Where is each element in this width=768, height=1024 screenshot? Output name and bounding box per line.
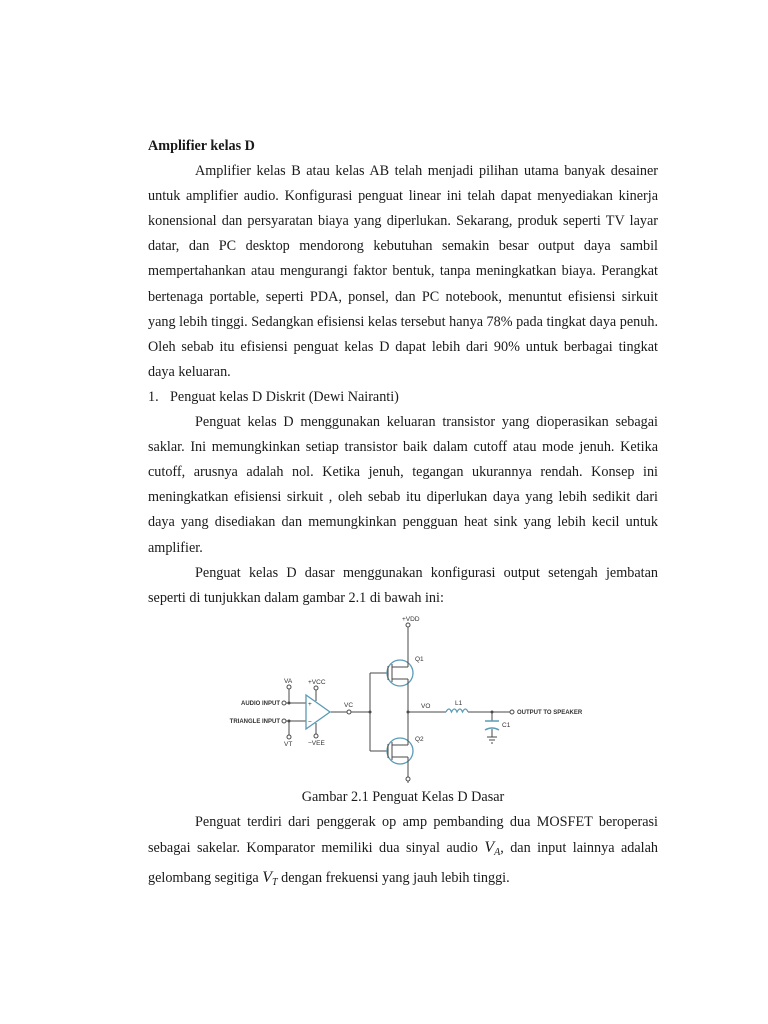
symbol-vt-subscript: T: [272, 877, 278, 889]
svg-text:−: −: [308, 718, 312, 726]
label-vo: VO: [421, 702, 431, 710]
label-c1: C1: [502, 721, 511, 729]
symbol-vt: V: [262, 869, 273, 887]
paragraph-comparator-part-1: Penguat terdiri dari penggerak op amp pembanding dua MOSFET beroperasi sebagai sakelar. Komparator memiliki dua sinyal audio: [148, 813, 658, 856]
numbered-subsection-title: [148, 385, 658, 410]
mosfet-q1: [387, 660, 413, 686]
figure-caption: Gambar 2.1 Penguat Kelas D Dasar: [301, 788, 505, 805]
svg-text:+: +: [308, 700, 312, 708]
section-heading: Amplifier kelas D: [148, 138, 255, 154]
paragraph-comparator-part-3: dengan frekuensi yang jauh lebih tinggi.: [277, 870, 510, 887]
label-l1: L1: [455, 699, 463, 707]
document-body: [148, 134, 658, 895]
subsection-title: Penguat kelas D Diskrit (Dewi Nairanti): [170, 388, 399, 405]
mosfet-q2: [387, 738, 413, 764]
paragraph-comparator: [148, 810, 658, 895]
label-va: VA: [284, 677, 293, 685]
label-q2: Q2: [415, 735, 424, 743]
label-vc: VC: [344, 701, 354, 709]
label-vt: VT: [284, 740, 293, 748]
label-output-to-speaker: OUTPUT TO SPEAKER: [517, 709, 583, 716]
symbol-va-subscript: A: [494, 846, 501, 858]
class-d-circuit-diagram: [148, 613, 658, 783]
label-audio-input: AUDIO INPUT: [241, 700, 280, 707]
label-vdd: +VDD: [402, 615, 420, 623]
label-q1: Q1: [415, 655, 424, 663]
paragraph-switching: Penguat kelas D menggunakan keluaran transistor yang dioperasikan sebagai saklar. Ini memungkinkan setiap transistor baik dalam cutoff atau mode jenuh. Ketika cutoff, arusnya adalah nol. Ketika jenuh, tegangan ukurannya rendah. Konsep ini meningkatkan efisiensi sirkuit , oleh sebab itu diperlukan daya yang lebih sedikit dari daya yang disediakan dan memungkinkan pengguan heat sink yang lebih kecil untuk amplifier.: [148, 414, 658, 556]
label-triangle-input: TRIANGLE INPUT: [229, 718, 280, 725]
label-vee: −VEE: [308, 739, 325, 747]
paragraph-comparator-part-2: , dan input lainnya adalah gelombang segitiga: [148, 839, 658, 887]
label-vcc: +VCC: [308, 678, 326, 686]
circuit-figure: [148, 613, 658, 783]
symbol-va: V: [484, 838, 495, 856]
inductor-l1: [446, 709, 468, 712]
paragraph-half-bridge: Penguat kelas D dasar menggunakan konfigurasi output setengah jembatan seperti di tunjukkan dalam gambar 2.1 di bawah ini:: [148, 564, 658, 606]
subsection-number: 1.: [148, 388, 159, 405]
paragraph-intro: Amplifier kelas B atau kelas AB telah menjadi pilihan utama banyak desainer untuk amplifier audio. Konfigurasi penguat linear ini telah dapat menyediakan kinerja konensional dan persyaratan biaya yang diperlukan. Sekarang, produk seperti TV layar datar, dan PC desktop mendorong kebutuhan semakin besar output daya sambil mempertahankan atau mengurangi faktor bentuk, tanpa meningkatkan biaya. Perangkat bertenaga portable, seperti PDA, ponsel, dan PC notebook, menuntut efisiensi sirkuit yang lebih tinggi. Sedangkan efisiensi kelas tersebut hanya 78% pada tingkat daya penuh. Oleh sebab itu efisiensi penguat kelas D dapat lebih dari 90% untuk berbagai tingkat daya keluaran.: [148, 163, 658, 380]
